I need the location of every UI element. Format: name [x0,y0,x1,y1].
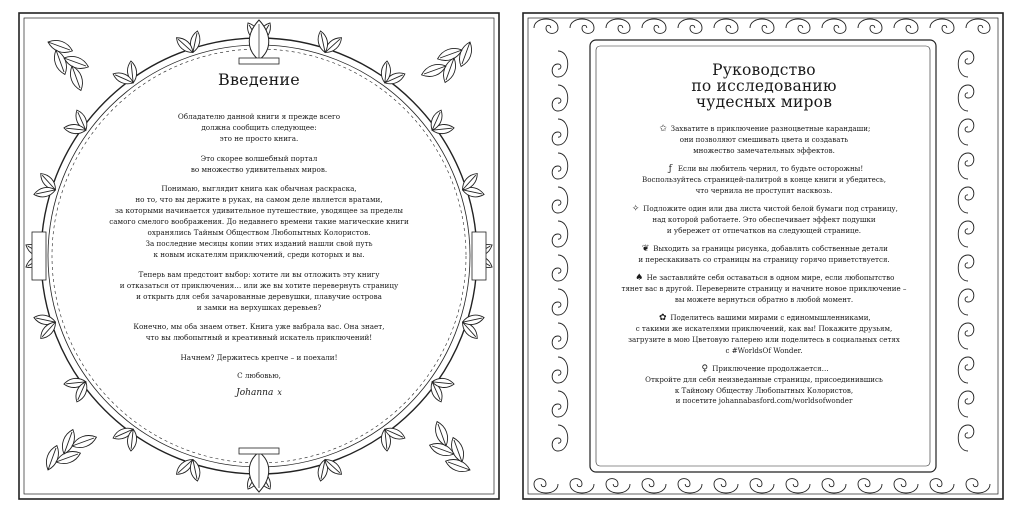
text-line: над которой работаете. Это обеспечивает эффект подушки [652,214,876,224]
scroll-ornament [958,357,974,383]
text-line: Понимаю, выглядит книга как обычная раскраска, [161,184,357,193]
intro-paragraph [73,183,445,260]
text-line: самого смелого воображения. До недавнего времени такие магические книги [109,217,409,226]
scroll-ornament [552,289,568,315]
text-line: Приключение продолжается… [712,363,829,373]
scroll-ornament [534,19,558,33]
text-line: и перескакивать со страницы на страницу горячо приветствуется. [638,254,890,264]
scroll-ornament [958,289,974,315]
scroll-ornament [958,85,974,111]
scroll-ornament [714,19,738,33]
mushroom-icon: ♠ [635,273,644,284]
signature [73,388,445,398]
scroll-ornament [858,479,882,493]
guide-item [614,124,914,156]
text-line: что чернила не проступят насквозь. [695,185,833,195]
introduction-text [73,70,445,398]
text-line: и замки на верхушках деревьев? [196,302,322,312]
intro-paragraph [73,269,445,313]
scroll-ornament [822,479,846,493]
text-line: охранялись Тайным Обществом Любопытных Колористов. [147,228,371,237]
guide-item [614,364,914,407]
text-line: должна сообщить следующее: [201,123,317,132]
text-line: тянет вас в другой. Переверните страницу и начните новое приключение – [621,283,907,293]
scroll-ornament [786,479,810,493]
scroll-ornament [958,187,974,213]
text-line: за которыми начинается удивительное путешествие, уводящее за пределы [115,206,403,215]
text-line: и открыть для себя зачарованные деревушки, плавучие острова [136,291,382,301]
scroll-ornament [606,479,630,493]
scroll-ornament [966,479,990,493]
text-line: к новым искателям приключений, среди которых и вы. [153,250,365,259]
scroll-ornament [552,357,568,383]
scroll-ornament [552,51,568,77]
text-line: Выходить за границы рисунка, добавлять собственные детали [653,243,888,253]
scroll-ornament [858,19,882,33]
scroll-ornament [552,255,568,281]
text-line: с такими же искателями приключений, как вы! Покажите друзьям, [635,323,893,333]
scroll-ornament [570,479,594,493]
text-line: с #WorldsOf Wonder. [725,345,803,355]
scroll-ornament [930,19,954,33]
text-line: загрузите в мою Цветовую галерею или поделитесь в социальных сетях [628,334,900,344]
text-line: За последние месяцы копии этих изданий нашли свой путь [145,239,373,248]
text-line: Если вы любитель чернил, то будьте осторожны! [677,163,864,173]
fish-icon: ✧ [631,203,640,214]
scroll-ornament [750,479,774,493]
scroll-ornament [966,19,990,33]
scroll-ornament [958,391,974,417]
scroll-ornament [570,19,594,33]
scroll-ornament [552,391,568,417]
guide-item [614,244,914,266]
text-line: Теперь вам предстоит выбор: хотите ли вы отложить эту книгу [138,269,380,279]
flower-icon: ✿ [659,313,667,324]
text-line: Воспользуйтесь страницей-палитрой в конце книги и убедитесь, [642,174,886,184]
title-line: Руководство [712,61,816,79]
text-line: к Тайному Обществу Любопытных Колористов, [674,385,854,395]
scroll-ornament [958,119,974,145]
guide-item [614,273,914,305]
scroll-ornament [958,425,974,451]
scroll-ornament [642,19,666,33]
scroll-ornament [552,323,568,349]
scroll-ornament [642,479,666,493]
scroll-ornament [552,221,568,247]
text-line: во множество удивительных миров. [190,164,328,174]
scroll-ornament [894,479,918,493]
left-page [18,12,500,500]
introduction-paragraphs [73,111,445,363]
scroll-ornament [552,187,568,213]
guide-items [614,124,914,407]
guide-item [614,204,914,236]
text-line: Подложите один или два листа чистой белой бумаги под страницу, [643,203,898,213]
guide-item [614,313,914,356]
text-line: множество замечательных эффектов. [693,145,835,155]
title-line: по исследованию [691,77,837,95]
signature-mark: x [277,388,282,397]
scroll-ornament [958,323,974,349]
text-line: вы можете вернуться обратно в любой момент. [674,294,854,304]
title-line: чудесных миров [695,93,833,111]
intro-paragraph [73,352,445,363]
text-line: Откройте для себя неизведанные страницы, присоединившись [645,374,883,384]
text-line: но то, что вы держите в руках, на самом деле является вратами, [135,195,383,204]
leaf-icon: ❦ [641,243,650,254]
page-title: Введение [218,70,300,89]
scroll-ornament [930,479,954,493]
text-line: Обладателю данной книги я прежде всего [177,112,341,121]
scroll-ornament [958,51,974,77]
text-line: Начнем? Держитесь крепче – и поехали! [180,352,338,362]
butterfly-icon: ƒ [668,163,672,174]
guide-item [614,164,914,196]
scroll-ornament [534,479,558,493]
scroll-ornament [822,19,846,33]
guide-text [614,62,914,415]
text-line: и посетите johannabasford.com/worldsofwonder [675,396,853,406]
scroll-ornament [606,19,630,33]
text-line: это не просто книга. [219,134,299,143]
text-line: Не заставляйте себя оставаться в одном мире, если любопытство [646,273,895,283]
text-line: и убережет от отпечатков на следующей странице. [666,225,862,235]
text-line: Поделитесь вашими мирами с единомышленниками, [670,313,871,323]
intro-paragraph [73,153,445,175]
scroll-ornament [552,85,568,111]
intro-paragraph [73,321,445,343]
scroll-ornament [958,221,974,247]
scroll-ornament [552,119,568,145]
text-line: что вы любопытный и креативный искатель приключений! [145,333,373,342]
scroll-ornament [894,19,918,33]
signoff: С любовью, [237,371,281,380]
scroll-ornament [678,479,702,493]
scroll-ornament [750,19,774,33]
scroll-ornament [552,153,568,179]
scroll-ornament [714,479,738,493]
signature-name: Johanna [236,388,274,398]
scroll-ornament [958,255,974,281]
scroll-ornament [552,425,568,451]
lollipop-icon: ♀ [701,363,709,374]
star-icon: ✩ [659,124,667,134]
text-line: Это скорее волшебный портал [200,153,318,163]
scroll-ornament [786,19,810,33]
page-title-guide [614,62,914,110]
right-page [522,12,1004,500]
text-line: они позволяют смешивать цвета и создавать [679,134,849,144]
intro-paragraph [73,111,445,144]
scroll-ornament [678,19,702,33]
text-line: Захватите в приключение разноцветные карандаши; [670,124,871,133]
text-line: и отказаться от приключения… или же вы хотите перевернуть страницу [119,280,399,290]
text-line: Конечно, мы оба знаем ответ. Книга уже выбрала вас. Она знает, [133,322,385,331]
scroll-ornament [958,153,974,179]
